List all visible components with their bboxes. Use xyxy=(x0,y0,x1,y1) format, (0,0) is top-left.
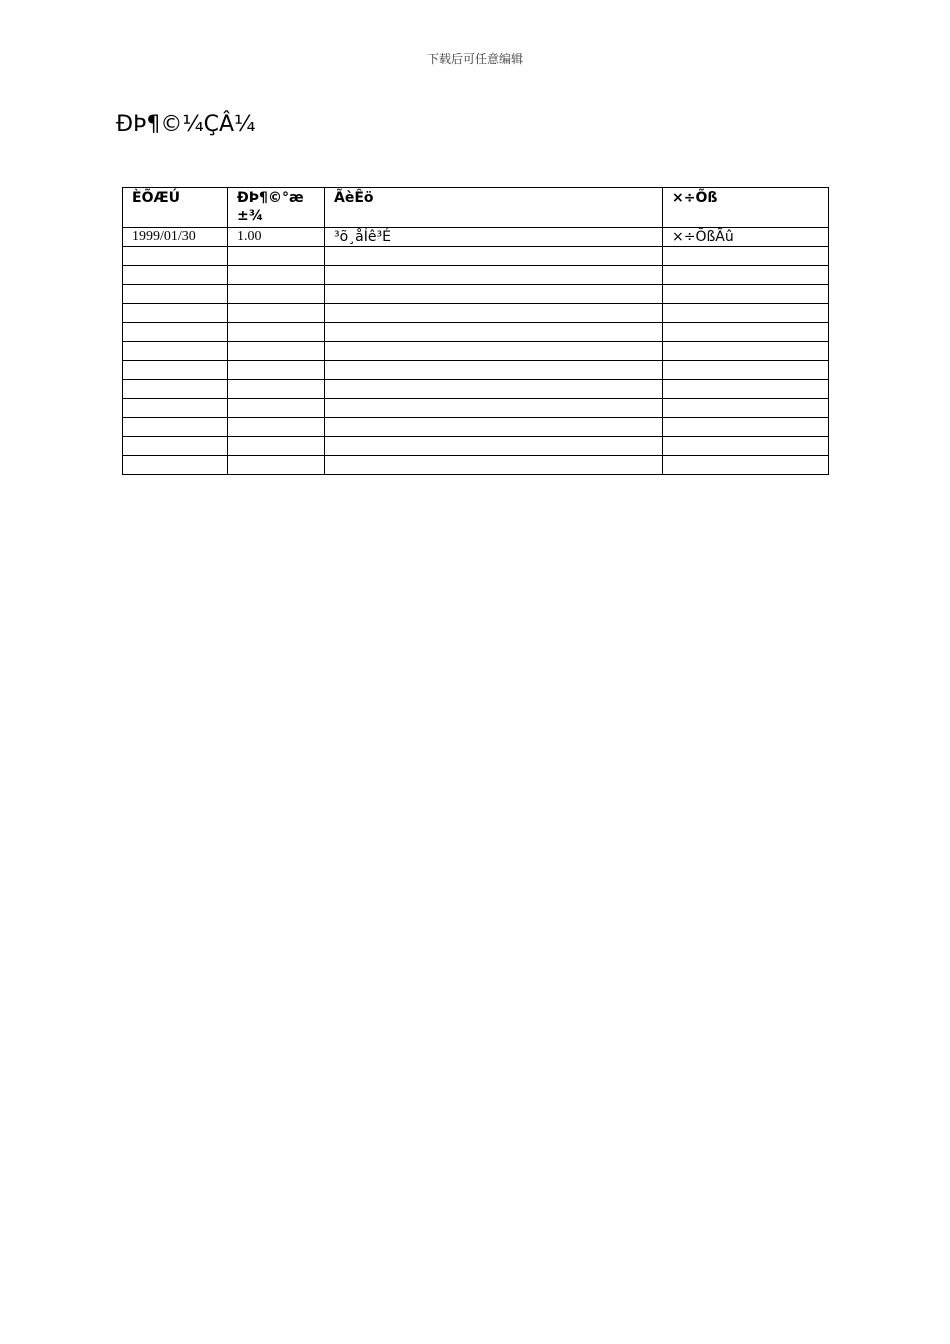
table-row xyxy=(123,399,829,418)
version-cell xyxy=(228,380,325,399)
version-cell xyxy=(228,266,325,285)
author-cell xyxy=(663,342,829,361)
description-cell xyxy=(325,342,663,361)
author-cell xyxy=(663,418,829,437)
table-row xyxy=(123,342,829,361)
version-cell: 1.00 xyxy=(228,228,325,247)
table-row xyxy=(123,437,829,456)
table-row xyxy=(123,285,829,304)
column-header-date: ÈÕÆÚ xyxy=(123,188,228,228)
column-header-author: ×÷Õß xyxy=(663,188,829,228)
author-cell xyxy=(663,304,829,323)
version-cell xyxy=(228,247,325,266)
column-header-version: ÐÞ¶©°æ±¾ xyxy=(228,188,325,228)
version-cell xyxy=(228,304,325,323)
author-cell xyxy=(663,399,829,418)
date-cell: 1999/01/30 xyxy=(123,228,228,247)
author-cell xyxy=(663,437,829,456)
author-cell: ×÷ÕßÃû xyxy=(663,228,829,247)
date-cell xyxy=(123,247,228,266)
description-cell xyxy=(325,437,663,456)
version-cell xyxy=(228,437,325,456)
date-cell xyxy=(123,361,228,380)
version-cell xyxy=(228,285,325,304)
table-row xyxy=(123,418,829,437)
author-cell xyxy=(663,456,829,475)
date-cell xyxy=(123,456,228,475)
date-cell xyxy=(123,342,228,361)
version-cell xyxy=(228,323,325,342)
table-row xyxy=(123,247,829,266)
date-cell xyxy=(123,380,228,399)
description-cell xyxy=(325,361,663,380)
description-cell xyxy=(325,304,663,323)
description-cell xyxy=(325,456,663,475)
description-cell xyxy=(325,323,663,342)
date-cell xyxy=(123,285,228,304)
date-cell xyxy=(123,399,228,418)
table-row xyxy=(123,361,829,380)
table-header-row xyxy=(123,188,829,228)
author-cell xyxy=(663,323,829,342)
table-body xyxy=(123,228,829,475)
version-cell xyxy=(228,361,325,380)
description-cell xyxy=(325,285,663,304)
description-cell xyxy=(325,266,663,285)
description-cell xyxy=(325,247,663,266)
description-cell: ³õ¸åÍê³É xyxy=(325,228,663,247)
version-cell xyxy=(228,342,325,361)
version-cell xyxy=(228,418,325,437)
date-cell xyxy=(123,266,228,285)
author-cell xyxy=(663,266,829,285)
author-cell xyxy=(663,361,829,380)
description-cell xyxy=(325,399,663,418)
date-cell xyxy=(123,418,228,437)
table-row xyxy=(123,380,829,399)
description-cell xyxy=(325,418,663,437)
version-cell xyxy=(228,399,325,418)
date-cell xyxy=(123,437,228,456)
table-row xyxy=(123,228,829,247)
table-row xyxy=(123,304,829,323)
author-cell xyxy=(663,247,829,266)
table-row xyxy=(123,456,829,475)
author-cell xyxy=(663,285,829,304)
document-title: ÐÞ¶©¼ÇÂ¼ xyxy=(116,112,256,137)
description-cell xyxy=(325,380,663,399)
author-cell xyxy=(663,380,829,399)
version-cell xyxy=(228,456,325,475)
page-header-note: 下载后可任意编辑 xyxy=(426,52,523,66)
table-row xyxy=(123,266,829,285)
column-header-description: ÃèÊö xyxy=(325,188,663,228)
date-cell xyxy=(123,304,228,323)
date-cell xyxy=(123,323,228,342)
revision-history-table xyxy=(122,187,829,475)
table-row xyxy=(123,323,829,342)
